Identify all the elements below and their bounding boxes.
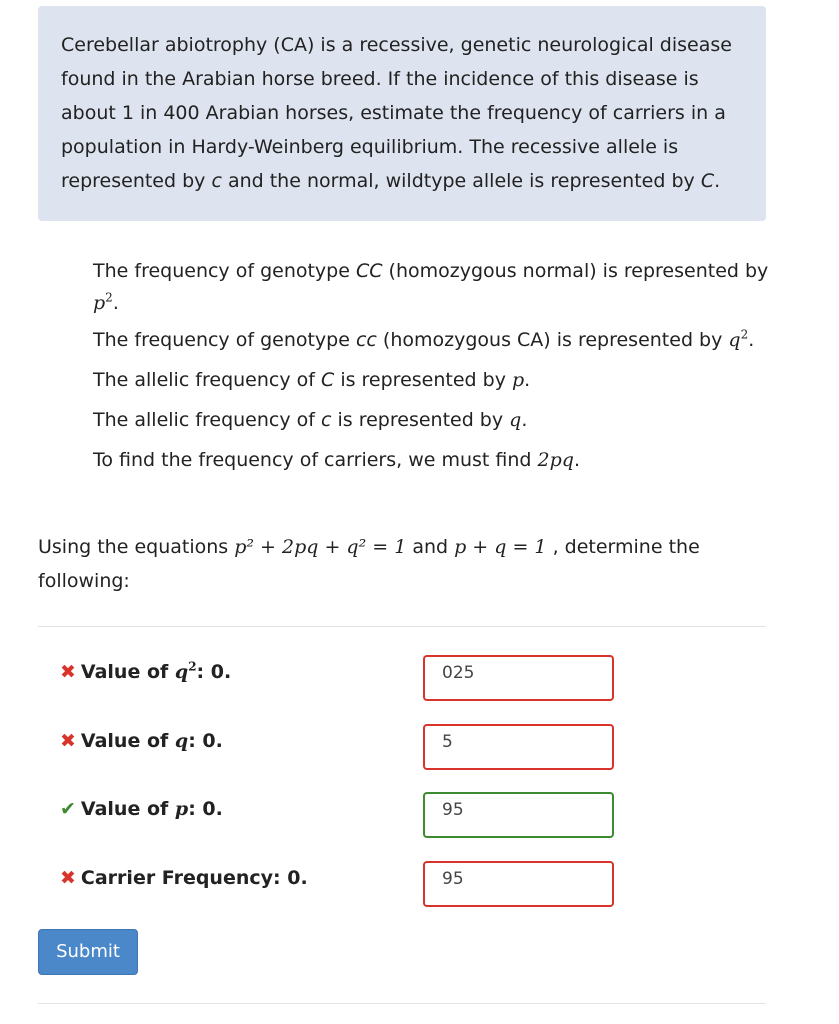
incorrect-x-icon: ✖ bbox=[60, 730, 76, 752]
incorrect-x-icon: ✖ bbox=[60, 661, 76, 683]
dominant-allele-symbol: C bbox=[700, 170, 715, 192]
question-p: ✔ Value of p: 0. 95 bbox=[60, 792, 620, 838]
q-input[interactable]: 5 bbox=[423, 724, 614, 770]
bottom-divider bbox=[38, 1003, 766, 1004]
recessive-allele-symbol: c bbox=[211, 170, 222, 192]
top-divider bbox=[38, 626, 766, 627]
submit-button[interactable]: Submit bbox=[38, 929, 138, 975]
allele-sum-equation: p + q = 1 bbox=[454, 536, 547, 558]
definitions-block bbox=[93, 255, 773, 484]
question-q: ✖ Value of q: 0. 5 bbox=[60, 724, 620, 770]
hardy-weinberg-equation: p² + 2pq + q² = 1 bbox=[234, 536, 407, 558]
carrier-frequency-input[interactable]: 95 bbox=[423, 861, 614, 907]
equations-instruction: Using the equations p² + 2pq + q² = 1 and p + q = 1 , determine the following: bbox=[38, 536, 700, 592]
definition-p: The allelic frequency of C is represented by p. bbox=[93, 369, 531, 391]
incorrect-x-icon: ✖ bbox=[60, 867, 76, 889]
question-q-squared: ✖ Value of $q^2$: 0. 025 bbox=[60, 655, 620, 701]
q-squared-input[interactable]: 025 bbox=[423, 655, 614, 701]
correct-check-icon: ✔ bbox=[60, 798, 76, 820]
question-carrier-frequency: ✖ Carrier Frequency: 0. 95 bbox=[60, 861, 620, 907]
problem-statement: Cerebellar abiotrophy (CA) is a recessive, genetic neurological disease found in the Arabian horse breed. If the incidence of this disease is about 1 in 400 Arabian horses, estimate the frequency of carriers in a population in Hardy-Weinberg equilibrium. The recessive allele is represented by c and the normal, wildtype allele is represented by C. bbox=[38, 6, 766, 221]
definition-carriers: To find the frequency of carriers, we must find 2pq. bbox=[93, 449, 580, 471]
p-input[interactable]: 95 bbox=[423, 792, 614, 838]
definition-cc: The frequency of genotype CC (homozygous normal) is represented by $p^2$. bbox=[93, 260, 769, 314]
definition-q: The allelic frequency of c is represented by q. bbox=[93, 409, 528, 431]
definition-cc-recessive: The frequency of genotype cc (homozygous CA) is represented by $q^2$. bbox=[93, 327, 755, 351]
